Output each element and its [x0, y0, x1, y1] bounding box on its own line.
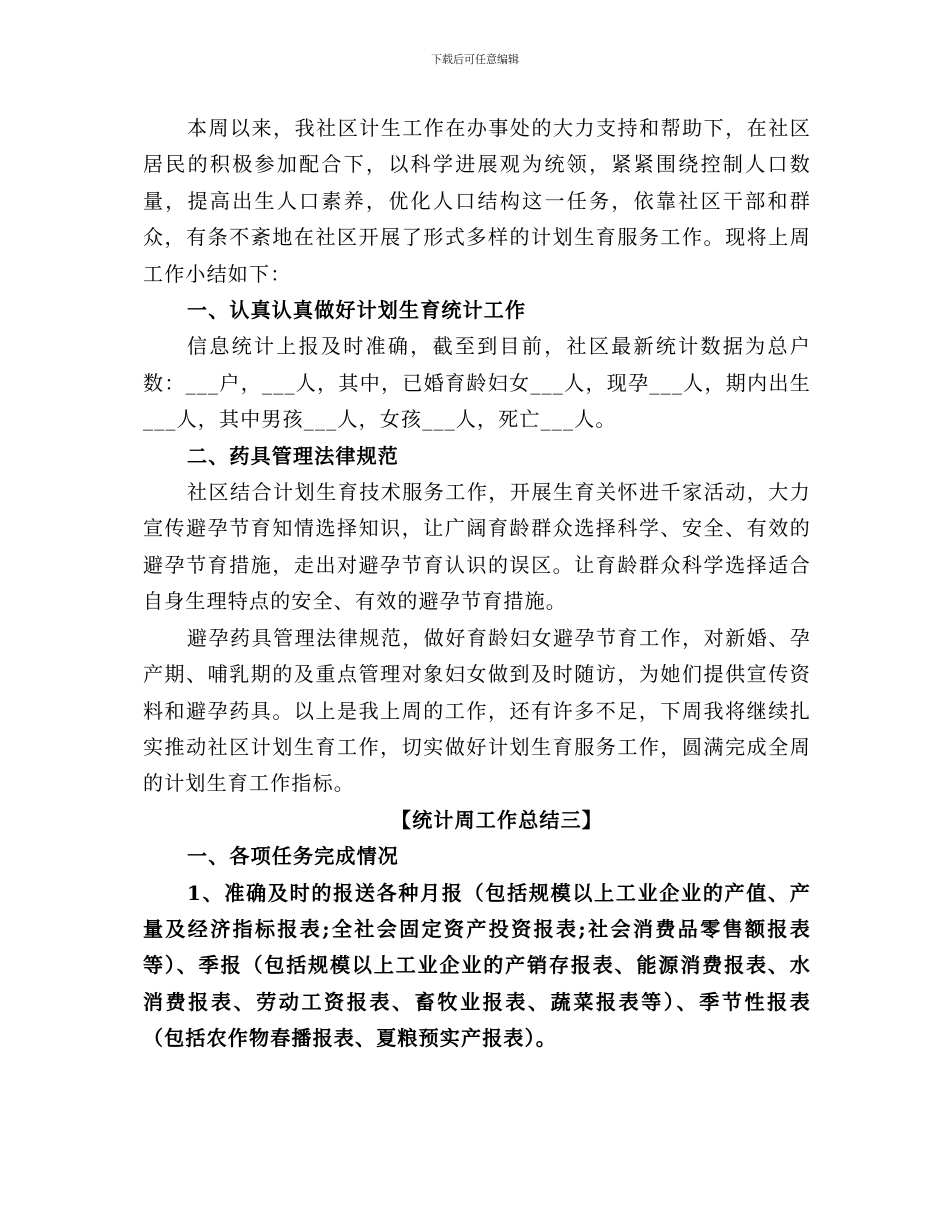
section-heading-supplies: 二、药具管理法律规范: [187, 443, 399, 468]
tasks-paragraph: 1、准确及时的报送各种月报（包括规模以上工业企业的产值、产量及经济指标报表;全社会固定资产投资报表;社会消费品零售额报表等）、季报（包括规模以上工业企业的产销存报表、能源消费报表、水消费报表、劳动工资报表、畜牧业报表、蔬菜报表等）、季节性报表（包括农作物春播报表、夏粮预实产报表）。: [143, 880, 811, 1051]
section-heading-tasks: 一、各项任务完成情况: [187, 844, 399, 869]
section-heading-statistics: 一、认真认真做好计划生育统计工作: [187, 298, 527, 323]
summary-title: 【统计周工作总结三】: [391, 807, 603, 832]
intro-paragraph: 本周以来，我社区计生工作在办事处的大力支持和帮助下，在社区居民的积极参加配合下，以科学进展观为统领，紧紧围绕控制人口数量，提高出生人口素养，优化人口结构这一任务，依靠社区干部和群众，有条不紊地在社区开展了形式多样的计划生育服务工作。现将上周工作小结如下：: [143, 116, 811, 286]
statistics-paragraph: 信息统计上报及时准确，截至到目前，社区最新统计数据为总户数：___户，___人，其中，已婚育龄妇女___人，现孕___人，期内出生___人，其中男孩___人，女孩___人，死亡___人。: [143, 334, 811, 432]
supplies-paragraph-1: 社区结合计划生育技术服务工作，开展生育关怀进千家活动，大力宣传避孕节育知情选择知识，让广阔育龄群众选择科学、安全、有效的避孕节育措施，走出对避孕节育认识的误区。让育龄群众科学选择适合自身生理特点的安全、有效的避孕节育措施。: [143, 480, 811, 614]
supplies-paragraph-2: 避孕药具管理法律规范，做好育龄妇女避孕节育工作，对新婚、孕产期、哺乳期的及重点管理对象妇女做到及时随访，为她们提供宣传资料和避孕药具。以上是我上周的工作，还有许多不足，下周我将继续扎实推动社区计划生育工作，切实做好计划生育服务工作，圆满完成全周的计划生育工作指标。: [143, 625, 811, 796]
page-header: 下载后可任意编辑: [431, 53, 519, 66]
document-body: [143, 110, 811, 1057]
